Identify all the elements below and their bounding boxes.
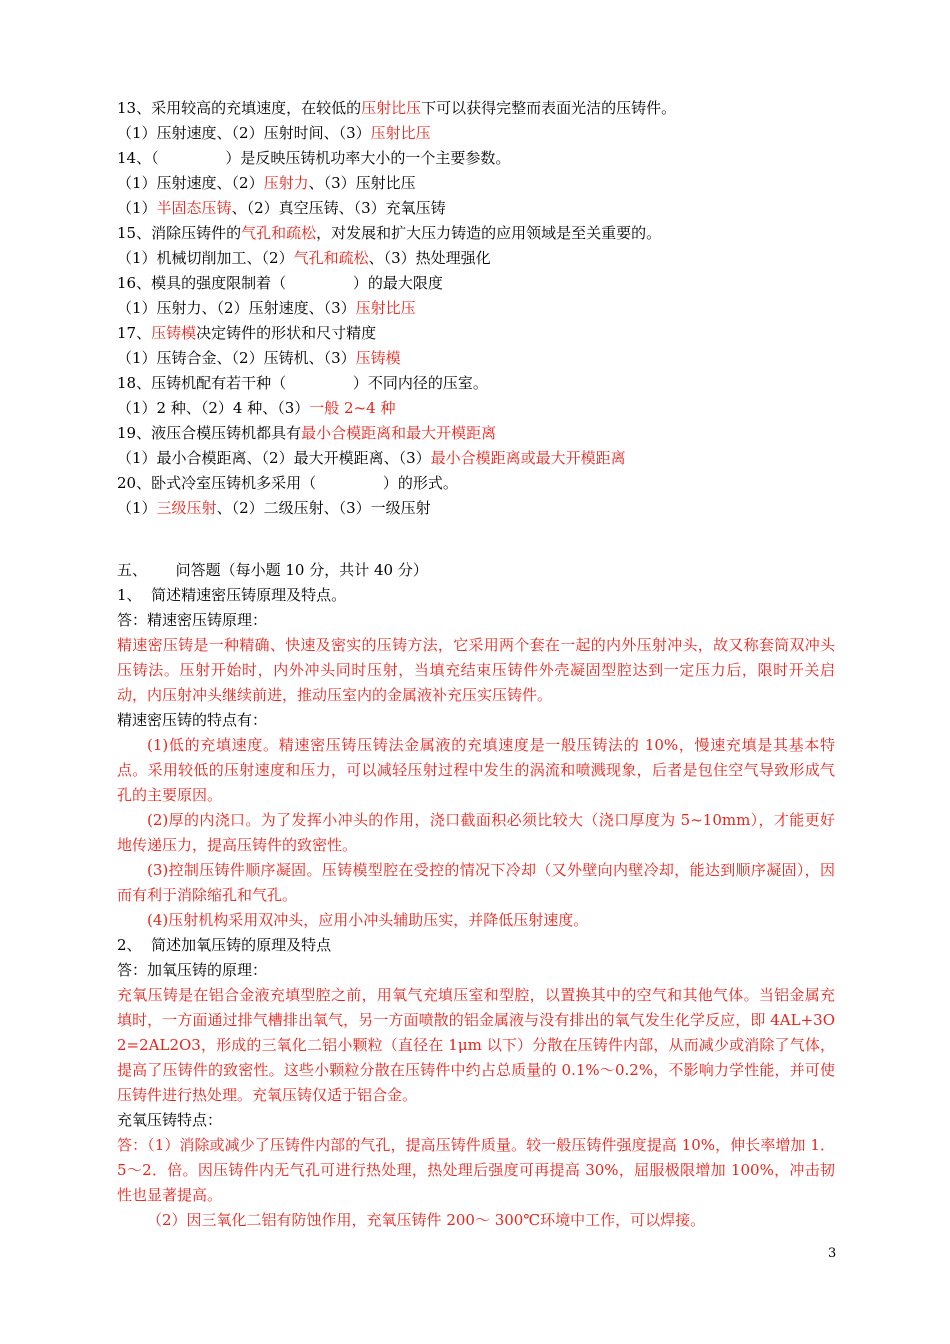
- answer-1-feature-2: (2)厚的内浇口。为了发挥小冲头的作用，浇口截面积必须比较大（浇口厚度为 5~10mm），才能更好地传递压力，提高压铸件的致密性。: [117, 811, 835, 854]
- question-13: 13、采用较高的充填速度，在较低的压射比压下可以获得完整而表面光洁的压铸件。: [117, 99, 677, 117]
- essay-question-2: 2、 简述加氧压铸的原理及特点: [117, 936, 332, 954]
- answer-1-feature-3: (3)控制压铸件顺序凝固。压铸模型腔在受控的情况下冷却（又外壁向内壁冷却，能达到顺序凝固），因而有利于消除缩孔和气孔。: [117, 861, 835, 904]
- question-16: 16、模具的强度限制着（ ）的最大限度: [117, 274, 443, 292]
- document-page: [117, 96, 835, 1233]
- answer-1-principle: 精速密压铸是一种精确、快速及密实的压铸方法，它采用两个套在一起的内外压射冲头，故又称套筒双冲头压铸法。压射开始时，内外冲头同时压射，当填充结束压铸件外壳凝固型腔达到一定压力后，限时开关启动，内压射冲头继续前进，推动压室内的金属液补充压实压铸件。: [117, 636, 835, 704]
- answer-1-label: 答：精速密压铸原理：: [117, 611, 268, 629]
- question-15-options: （1）机械切削加工、（2）气孔和疏松、（3）热处理强化: [117, 249, 491, 267]
- question-18-options: （1）2 种、（2）4 种、（3）一般 2~4 种: [117, 399, 396, 417]
- answer-1-feature-4: (4)压射机构采用双冲头，应用小冲头辅助压实，并降低压射速度。: [147, 911, 589, 929]
- answer-2-features-label: 充氧压铸特点：: [117, 1111, 223, 1129]
- answer-2-label: 答：加氧压铸的原理：: [117, 961, 268, 979]
- question-20-options: （1）三级压射、（2）二级压射、（3）一级压射: [117, 499, 431, 517]
- page-number: 3: [828, 1246, 837, 1261]
- question-13-options: （1）压射速度、（2）压射时间、（3）压射比压: [117, 124, 431, 142]
- answer-1-features-label: 精速密压铸的特点有：: [117, 711, 268, 729]
- question-15: 15、消除压铸件的气孔和疏松，对发展和扩大压力铸造的应用领域是至关重要的。: [117, 224, 662, 242]
- question-18: 18、压铸机配有若干种（ ）不同内径的压室。: [117, 374, 488, 392]
- essay-question-1: 1、 简述精速密压铸原理及特点。: [117, 586, 347, 604]
- section-5-title: 五、 问答题（每小题 10 分，共计 40 分）: [117, 561, 428, 579]
- question-14: 14、（ ）是反映压铸机功率大小的一个主要参数。: [117, 149, 511, 167]
- answer-2-feature-2: （2）因三氧化二铝有防蚀作用，充氧压铸件 200～ 300℃环境中工作，可以焊接。: [147, 1211, 706, 1229]
- question-20: 20、卧式冷室压铸机多采用（ ）的形式。: [117, 474, 458, 492]
- question-16-options: （1）压射力、（2）压射速度、（3）压射比压: [117, 299, 416, 317]
- question-17-options: （1）压铸合金、（2）压铸机、（3）压铸模: [117, 349, 401, 367]
- question-14-options: （1）压射速度、（2）压射力、（3）压射比压: [117, 174, 416, 192]
- answer-2-feature-1: 答：（1）消除或减少了压铸件内部的气孔，提高压铸件质量。较一般压铸件强度提高 10%，伸长率增加 1．5～2．倍。因压铸件内无气孔可进行热处理，热处理后强度可再提高 30%，屈服极限增加 100%，冲击韧性也显著提高。: [117, 1136, 835, 1204]
- answer-1-feature-1: (1)低的充填速度。精速密压铸压铸法金属液的充填速度是一般压铸法的 10%，慢速充填是其基本特点。采用较低的压射速度和压力，可以减轻压射过程中发生的涡流和喷溅现象，后者是包住空气导致形成气孔的主要原因。: [117, 736, 835, 804]
- question-19-options: （1）最小合模距离、（2）最大开模距离、（3）最小合模距离或最大开模距离: [117, 449, 626, 467]
- answer-2-principle: 充氧压铸是在铝合金液充填型腔之前，用氧气充填压室和型腔，以置换其中的空气和其他气体。当铝金属充填时，一方面通过排气槽排出氧气，另一方面喷散的铝金属液与没有排出的氧气发生化学反应，即 4AL+3O2=2AL2O3，形成的三氧化二铝小颗粒（直径在 1μm 以下）分散在压铸件内部，从而减少或消除了气体，提高了压铸件的致密性。这些小颗粒分散在压铸件中约占总质量的 0.1%～0.2%，不影响力学性能，并可使压铸件进行热处理。充氧压铸仅适于铝合金。: [117, 986, 835, 1104]
- question-17: 17、压铸模决定铸件的形状和尺寸精度: [117, 324, 377, 342]
- section-gap: [117, 521, 835, 558]
- question-14-options-extra: （1）半固态压铸、（2）真空压铸、（3）充氧压铸: [117, 199, 446, 217]
- question-19: 19、液压合模压铸机都具有最小合模距离和最大开模距离: [117, 424, 497, 442]
